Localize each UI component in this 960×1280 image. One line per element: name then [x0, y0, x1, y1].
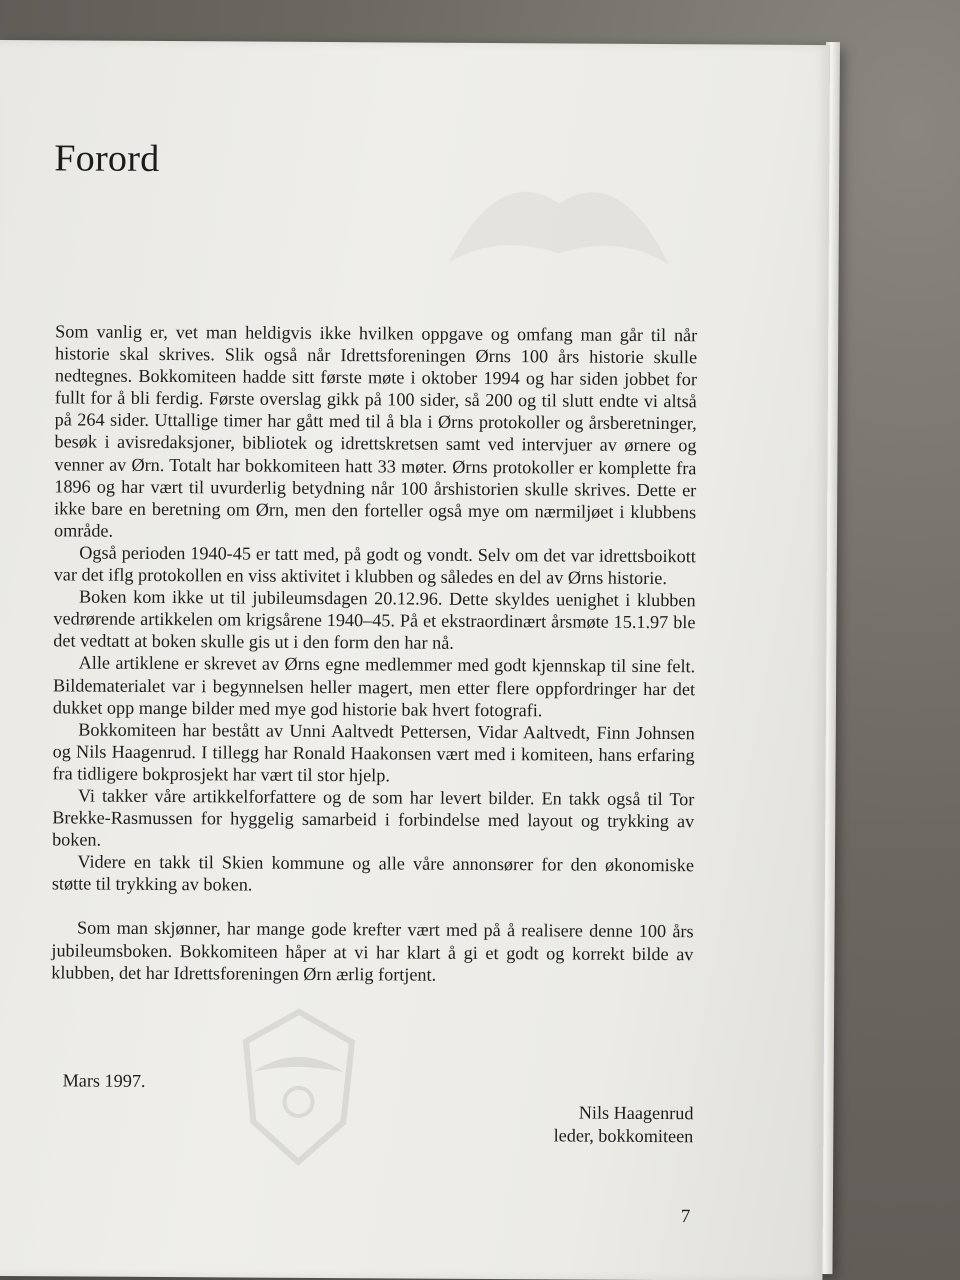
- signature-block: [493, 1101, 693, 1147]
- paragraph: Bokkomiteen har bestått av Unni Aaltvedt Pettersen, Vidar Aaltvedt, Finn Johnsen og Nils Haagenrud. I tillegg har Ronald Haakonsen vært med i komiteen, hans erfaring fra tidligere bokprosjekt har vært til stor hjelp.: [52, 719, 695, 786]
- paragraph: Også perioden 1940-45 er tatt med, på godt og vondt. Selv om det var idrettsboikott var det iflg protokollen en viss aktivitet i klubben og således en del av Ørns historie.: [53, 542, 696, 589]
- paragraph: Som man skjønner, har mange gode krefter vært med på å realisere denne 100 års jubileumsboken. Bokkomiteen håper at vi har klart å gi et godt og korrekt bilde av klubben, det har Idrettsforeningen Ørn ærlig fortjent.: [51, 917, 694, 985]
- paragraph: Boken kom ikke ut til jubileumsdagen 20.12.96. Dette skyldes uenighet i klubben vedrørende artikkelen om krigsårene 1940–45. På et ekstraordinært årsmøte 15.1.97 ble det vedtatt at boken skulle gis ut i den form den har nå.: [53, 586, 696, 654]
- foreword-body: [51, 320, 697, 987]
- book-page: [0, 40, 830, 1280]
- page-title: Forord: [54, 137, 160, 180]
- date-line: Mars 1997.: [62, 1070, 146, 1091]
- signature-title: leder, bokkomiteen: [553, 1124, 694, 1146]
- faint-emblem-watermark: [438, 143, 679, 304]
- paragraph: Videre en takk til Skien kommune og alle våre annonsører for den økonomiske støtte til trykking av boken.: [51, 851, 695, 895]
- paragraph: Vi takker våre artikkelforfattere og de som har levert bilder. En takk også til Tor Brekke-Rasmussen for hyggelig samarbeid i forbindelse med layout og trykking av boken.: [52, 785, 695, 850]
- eagle-emblem-watermark: [233, 1001, 364, 1172]
- paragraph: Alle artiklene er skrevet av Ørns egne medlemmer med godt kjennskap til sine felt. Bildematerialet var i begynnelsen heller magert, men etter flere oppfordringer har det dukket opp mange bilder med mye god historie bak hvert fotografi.: [52, 652, 696, 720]
- signature-name: Nils Haagenrud: [578, 1102, 694, 1124]
- paragraph: Som vanlig er, vet man heldigvis ikke hvilken oppgave og omfang man går til når historie skal skrives. Slik også når Idrettsforeningen Ørns 100 års historie skulle nedtegnes. Bokkomiteen hadde sitt første møte i oktober 1994 og har siden jobbet for fullt for å bli ferdig. Første overslag gikk på 100 sider, så 200 og til slutt endte vi altså på 264 sider. Uttallige timer har gått med til å bla i Ørns protokoller og årsberetninger, besøk i avisredaksjoner, bibliotek og idrettskretsen samt ved intervjuer av ørnere og venner av Ørn. Totalt har bokkomiteen hatt 33 møter. Ørns protokoller er komplette fra 1896 og har vært til uvurderlig betydning når 100 årshistorien skulle skrives. Dette er ikke bare en beretning om Ørn, men den forteller også mye om nærmiljøet i klubbens område.: [53, 321, 698, 541]
- page-number: 7: [680, 1206, 691, 1228]
